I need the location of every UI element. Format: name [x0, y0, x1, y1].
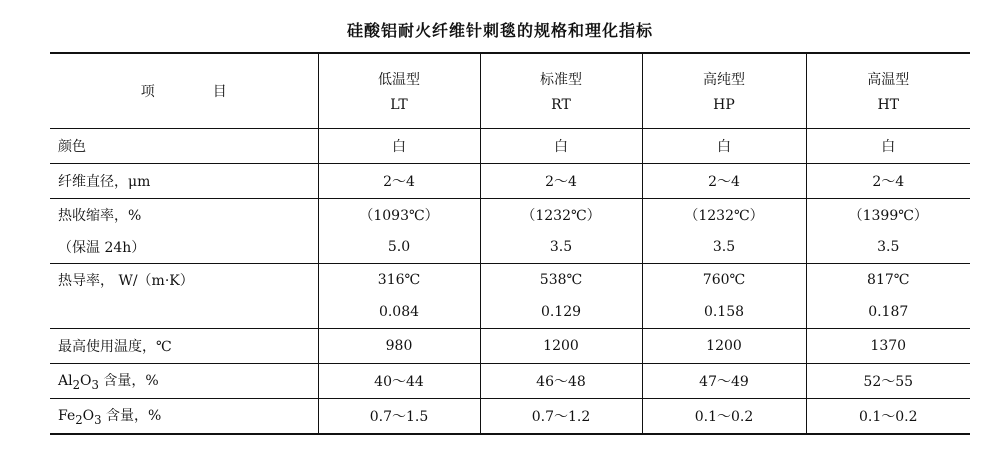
header-hp-en: HP — [713, 97, 735, 113]
table-row — [50, 129, 970, 164]
cell: 5.0 — [318, 231, 480, 264]
header-hp-zh: 高纯型 — [703, 72, 745, 88]
table-title: 硅酸铝耐火纤维针刺毯的规格和理化指标 — [346, 21, 653, 40]
cell: 316℃ — [318, 264, 480, 297]
header-lt-zh: 低温型 — [378, 72, 420, 88]
cell: 3.5 — [806, 231, 970, 264]
cell: 白 — [806, 129, 970, 164]
table-row — [50, 296, 970, 329]
cell: （1232℃） — [642, 199, 806, 232]
header-hp — [642, 53, 806, 129]
row-label-shrink: 热收缩率，% — [58, 208, 142, 224]
header-row — [50, 53, 970, 129]
cell: 760℃ — [642, 264, 806, 297]
row-label-max-temp: 最高使用温度，℃ — [50, 329, 318, 364]
cell: （1399℃） — [806, 199, 970, 232]
cell: 0.1～0.2 — [642, 399, 806, 435]
header-ht-zh: 高温型 — [867, 72, 910, 88]
cell: 538℃ — [480, 264, 642, 297]
header-rt — [480, 53, 642, 129]
row-label-fe2o3 — [50, 399, 318, 435]
table-row — [50, 329, 970, 364]
table-row — [50, 231, 970, 264]
cell: 1200 — [480, 329, 642, 364]
cell: 1370 — [806, 329, 970, 364]
header-lt-en: LT — [390, 97, 408, 113]
row-label-shrink-2: （保温 24h） — [50, 231, 318, 264]
table-row — [50, 399, 970, 435]
cell: 0.1～0.2 — [806, 399, 970, 435]
cell: 3.5 — [642, 231, 806, 264]
cell: （1232℃） — [480, 199, 642, 232]
header-item-b: 目 — [212, 84, 227, 100]
table-row — [50, 364, 970, 399]
row-label-empty — [50, 296, 318, 329]
cell: 52～55 — [806, 364, 970, 399]
header-lt — [318, 53, 480, 129]
row-label-fe2o3-text: 含量，% — [106, 408, 162, 425]
cell: 46～48 — [480, 364, 642, 399]
row-label-color: 颜色 — [50, 129, 318, 164]
cell: 2～4 — [642, 164, 806, 199]
header-ht-en: HT — [877, 97, 900, 113]
cell: 47～49 — [642, 364, 806, 399]
cell: 0.129 — [480, 296, 642, 329]
header-item-a: 项 — [140, 84, 155, 100]
header-ht — [806, 53, 970, 129]
cell: 白 — [642, 129, 806, 164]
cell: 2～4 — [318, 164, 480, 199]
row-label-diameter: 纤维直径，μm — [50, 164, 318, 199]
row-label-al2o3-text: 含量，% — [103, 373, 159, 390]
row-label-al2o3 — [50, 364, 318, 399]
table-row — [50, 264, 970, 297]
cell: 817℃ — [806, 264, 970, 297]
row-label-conductivity: 热导率， W/（m·K） — [58, 273, 194, 289]
cell: 0.7～1.5 — [318, 399, 480, 435]
table-row — [50, 164, 970, 199]
cell: 3.5 — [480, 231, 642, 264]
cell: 0.7～1.2 — [480, 399, 642, 435]
cell: 白 — [480, 129, 642, 164]
header-rt-zh: 标准型 — [540, 72, 582, 88]
cell: 2～4 — [806, 164, 970, 199]
cell: 2～4 — [480, 164, 642, 199]
table-row — [50, 199, 970, 232]
cell: （1093℃） — [318, 199, 480, 232]
cell: 1200 — [642, 329, 806, 364]
formula-fe2o3: $Fe_2O_3$ — [58, 408, 102, 427]
cell: 0.084 — [318, 296, 480, 329]
formula-al2o3: $Al_2O_3$ — [58, 373, 99, 392]
spec-table — [50, 52, 970, 435]
header-rt-en: RT — [551, 97, 571, 113]
cell: 980 — [318, 329, 480, 364]
cell: 0.187 — [806, 296, 970, 329]
cell: 40～44 — [318, 364, 480, 399]
cell: 白 — [318, 129, 480, 164]
cell: 0.158 — [642, 296, 806, 329]
header-item — [50, 53, 318, 129]
